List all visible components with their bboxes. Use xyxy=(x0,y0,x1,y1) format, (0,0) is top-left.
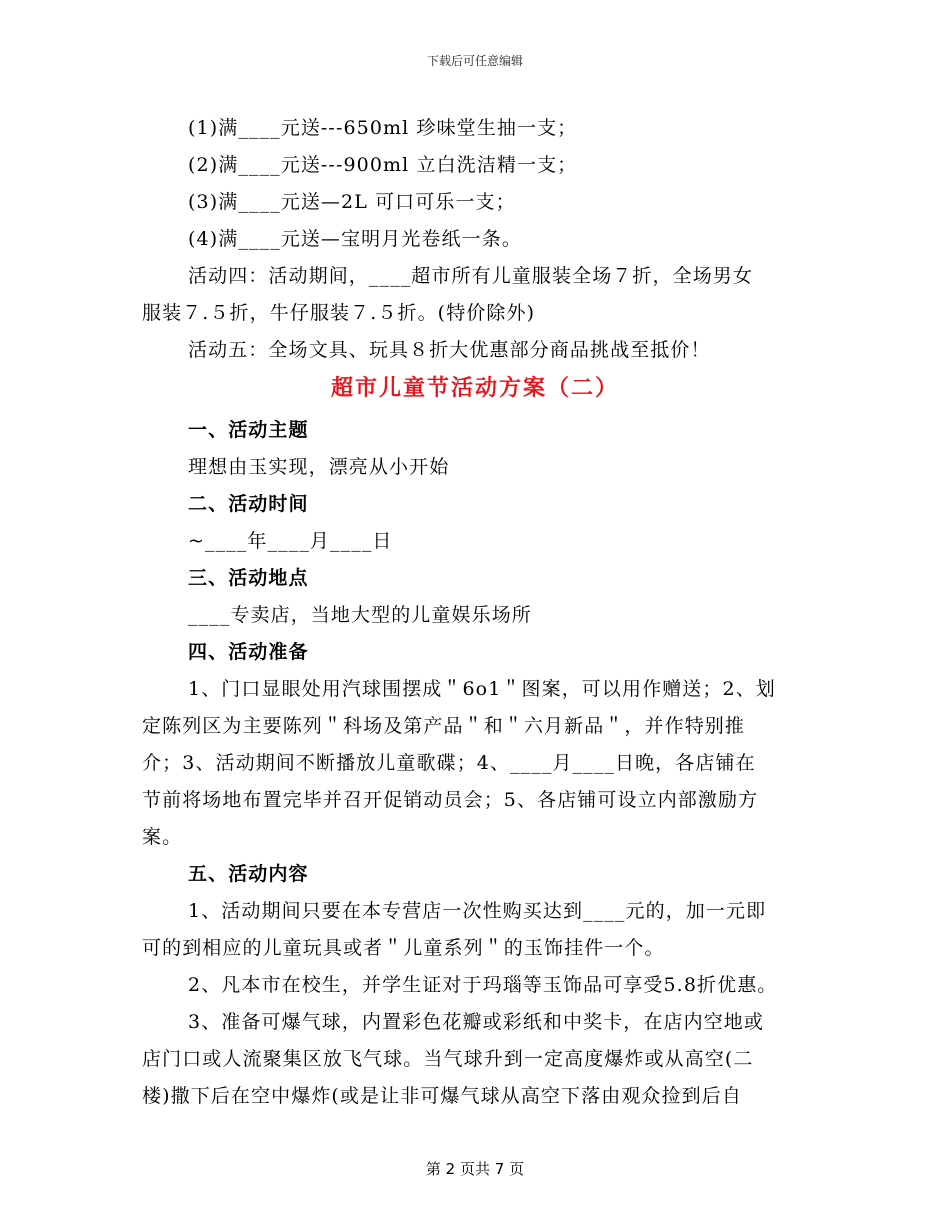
text-line: 活动五：全场文具、玩具８折大优惠部分商品挑战至抵价！ xyxy=(188,339,711,361)
text-line: 案。 xyxy=(142,826,183,848)
heading-location: 三、活动地点 xyxy=(188,567,309,589)
text-line: (3)满____元送—2L 可口可乐一支； xyxy=(188,191,516,213)
text-line: 3、准备可爆气球，内置彩色花瓣或彩纸和中奖卡，在店内空地或 xyxy=(188,1011,764,1033)
heading-time: 二、活动时间 xyxy=(188,493,309,515)
text-line: (2)满____元送---900ml 立白洗洁精一支； xyxy=(188,154,578,176)
page-footer: 第 2 页共 7 页 xyxy=(425,1160,525,1178)
text-line: 可的到相应的儿童玩具或者＂儿童系列＂的玉饰挂件一个。 xyxy=(142,937,665,959)
text-line: 介；3、活动期间不断播放儿童歌碟；4、____月____日晚，各店铺在 xyxy=(142,752,756,774)
text-line: ____专卖店，当地大型的儿童娱乐场所 xyxy=(188,604,532,626)
text-line: 节前将场地布置完毕并召开促销动员会；5、各店铺可设立内部激励方 xyxy=(142,789,759,811)
section-title: 超市儿童节活动方案（二） xyxy=(330,375,619,401)
text-line: 服装７.５折，牛仔服装７.５折。(特价除外) xyxy=(142,302,536,324)
text-line: 店门口或人流聚集区放飞气球。当气球升到一定高度爆炸或从高空(二 xyxy=(142,1048,754,1070)
heading-preparation: 四、活动准备 xyxy=(188,641,309,663)
text-line: 理想由玉实现，漂亮从小开始 xyxy=(188,456,450,478)
text-line: 活动四：活动期间，____超市所有儿童服装全场７折，全场男女 xyxy=(188,265,754,287)
text-line: (4)满____元送—宝明月光卷纸一条。 xyxy=(188,228,522,250)
heading-theme: 一、活动主题 xyxy=(188,419,309,441)
text-line: 2、凡本市在校生，并学生证对于玛瑙等玉饰品可享受5.8折优惠。 xyxy=(188,974,778,996)
page-header: 下载后可任意编辑 xyxy=(426,54,523,68)
text-line: (1)满____元送---650ml 珍味堂生抽一支； xyxy=(188,117,578,139)
text-line: 1、活动期间只要在本专营店一次性购买达到____元的，加一元即 xyxy=(188,900,767,922)
text-line: ~____年____月____日 xyxy=(188,530,393,552)
heading-content: 五、活动内容 xyxy=(188,863,309,885)
text-line: 楼)撒下后在空中爆炸(或是让非可爆气球从高空下落由观众捡到后自 xyxy=(142,1085,742,1107)
text-line: 1、门口显眼处用汽球围摆成＂6o1＂图案，可以用作赠送；2、划 xyxy=(188,678,776,700)
text-line: 定陈列区为主要陈列＂科场及第产品＂和＂六月新品＂，并作特别推 xyxy=(142,715,746,737)
